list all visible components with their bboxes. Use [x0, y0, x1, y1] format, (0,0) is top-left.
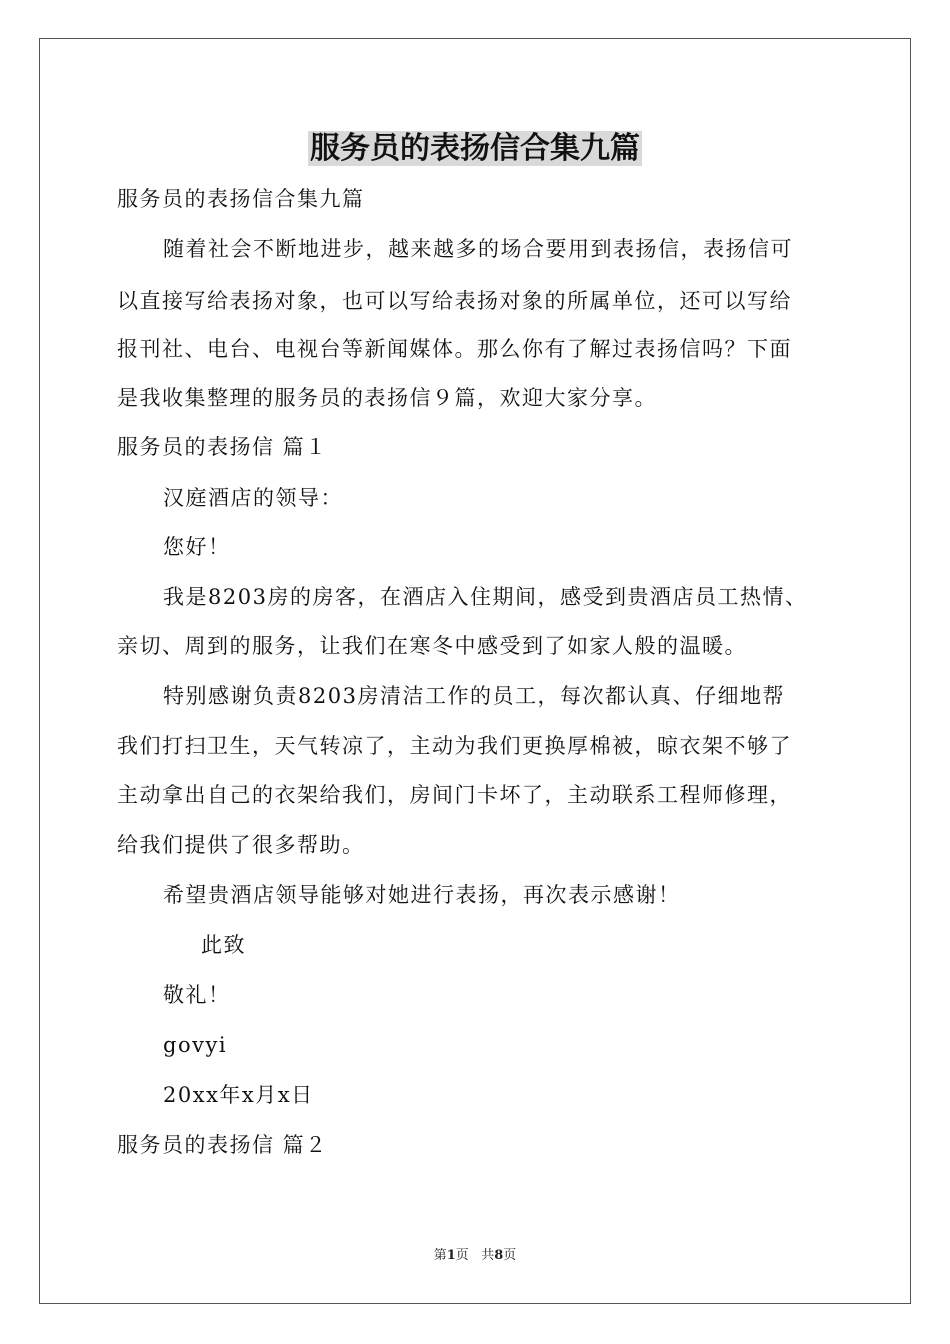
letter-body-line-4: 我们打扫卫生，天气转凉了，主动为我们更换厚棉被，晾衣架不够了: [117, 734, 792, 758]
letter-body-line-3: 特别感谢负责8203房清洁工作的员工，每次都认真、仔细地帮: [163, 684, 785, 708]
footer-total-suffix: 页: [503, 1248, 517, 1263]
intro-line-2: 以直接写给表扬对象，也可以写给表扬对象的所属单位，还可以写给: [117, 289, 792, 313]
intro-line-1: 随着社会不断地进步，越来越多的场合要用到表扬信，表扬信可: [163, 237, 793, 261]
letter-salutation: 汉庭酒店的领导：: [163, 486, 343, 510]
footer-page-prefix: 第: [433, 1248, 447, 1263]
footer-total-pages: 8: [494, 1248, 504, 1263]
section-heading-2: 服务员的表扬信 篇２: [117, 1133, 328, 1157]
document-title: [0, 127, 950, 171]
letter-date: 20xx年x月x日: [163, 1083, 314, 1107]
page-footer: [0, 1247, 950, 1265]
intro-line-4: 是我收集整理的服务员的表扬信９篇，欢迎大家分享。: [117, 386, 657, 410]
letter-signature: govyi: [163, 1033, 228, 1057]
letter-greeting: 您好！: [163, 535, 231, 559]
footer-total-prefix: 共: [481, 1248, 495, 1263]
letter-body-line-6: 给我们提供了很多帮助。: [117, 833, 365, 857]
letter-body-line-5: 主动拿出自己的衣架给我们，房间门卡坏了，主动联系工程师修理，: [117, 783, 792, 807]
document-title-text: 服务员的表扬信合集九篇: [310, 131, 640, 166]
footer-current-page: 1: [446, 1248, 456, 1263]
letter-closing-1: 此致: [201, 933, 246, 957]
letter-body-line-1: 我是8203房的房客，在酒店入住期间，感受到贵酒店员工热情、: [163, 585, 808, 609]
page-border: [39, 38, 911, 1304]
footer-page-suffix: 页: [455, 1248, 469, 1263]
subtitle-line: 服务员的表扬信合集九篇: [117, 187, 365, 211]
letter-body-line-2: 亲切、周到的服务，让我们在寒冬中感受到了如家人般的温暖。: [117, 634, 747, 658]
section-heading-1: 服务员的表扬信 篇１: [117, 435, 328, 459]
letter-closing-2: 敬礼！: [163, 983, 231, 1007]
intro-line-3: 报刊社、电台、电视台等新闻媒体。那么你有了解过表扬信吗？下面: [117, 337, 792, 361]
letter-closing-wish: 希望贵酒店领导能够对她进行表扬，再次表示感谢！: [163, 883, 681, 907]
